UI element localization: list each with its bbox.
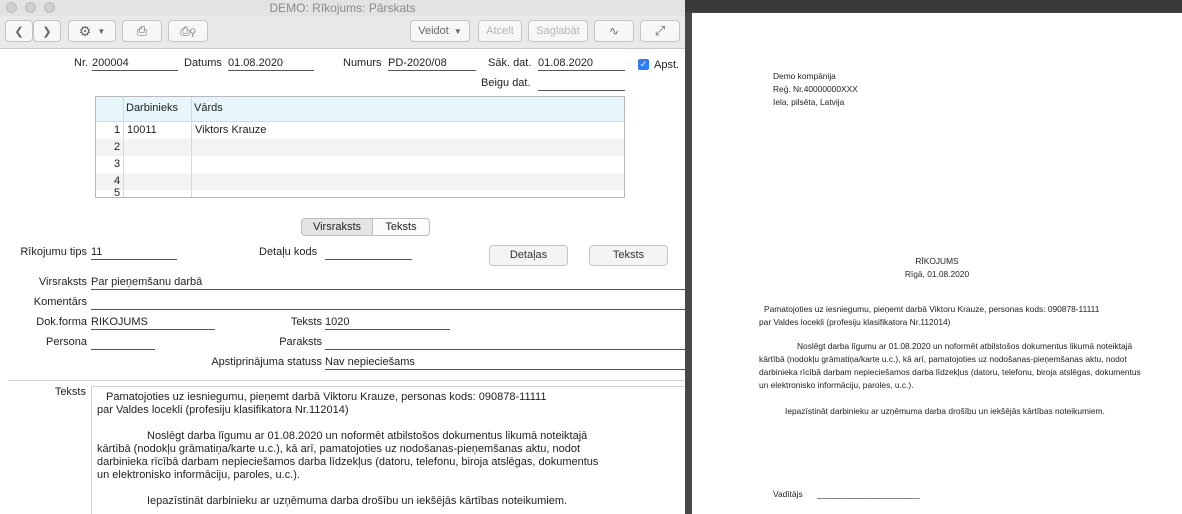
persona-label: Persona: [46, 336, 87, 348]
window-title: DEMO: Rīkojums: Pārskats: [269, 1, 416, 15]
chevron-down-icon: ▼: [453, 26, 462, 36]
paraksts-field[interactable]: [325, 336, 685, 350]
preview-text-line: Noslēgt darba līgumu ar 01.08.2020 un noformēt atbilstošos dokumentus likumā noteiktajā: [797, 341, 1133, 351]
atcelt-button[interactable]: [478, 20, 522, 42]
body-text-line: darbinieka rīcībā darbam nepieciešamos darba līdzekļus (datoru, telefonu, biroja atslēgas, dokumentus: [97, 456, 599, 468]
dokforma-label: Dok.forma: [36, 316, 87, 328]
company-name: Demo kompānija: [773, 71, 836, 81]
body-text-area[interactable]: [91, 386, 685, 514]
rikojumu-tips-label: Rīkojumu tips: [20, 246, 87, 258]
table-row[interactable]: [96, 156, 624, 173]
saglabat-button[interactable]: [528, 20, 588, 42]
virsraksts-label: Virsraksts: [38, 276, 87, 288]
chevron-left-icon: ❮: [14, 25, 24, 38]
signature-line: ______________________: [817, 489, 920, 499]
pulse-icon: ∿: [608, 24, 620, 38]
komentars-field[interactable]: [91, 296, 685, 310]
nr-label: Nr.: [74, 57, 89, 69]
beigu-dat-field[interactable]: [538, 77, 625, 91]
paraksts-label: Paraksts: [279, 336, 322, 348]
apst-checkbox[interactable]: ✓: [639, 59, 648, 69]
komentars-label: Komentārs: [33, 296, 87, 308]
doc-title: RĪKOJUMS: [915, 256, 959, 266]
cell-vards[interactable]: Viktors Krauze: [195, 124, 267, 136]
row-number: 2: [114, 141, 121, 153]
body-text-line: un elektronisko informāciju, paroles, u.c.).: [97, 469, 300, 481]
actions-menu-button[interactable]: [68, 20, 116, 42]
doc-place-date: Rīgā, 01.08.2020: [904, 269, 970, 279]
cell-darbinieks[interactable]: 10011: [127, 124, 157, 136]
preview-title-bar: [685, 0, 1182, 12]
column-header-darbinieks[interactable]: Darbinieks: [126, 102, 178, 114]
veidot-button[interactable]: [410, 20, 470, 42]
company-reg: Reģ. Nr.40000000XXX: [773, 84, 858, 94]
vaditajs-label: Vadītājs: [773, 489, 803, 499]
apst-label: Apst.: [654, 59, 680, 71]
printer-icon: ⎙: [136, 23, 148, 38]
table-row[interactable]: [96, 139, 624, 156]
preview-text-line: un elektronisko informāciju, paroles, u.c.).: [759, 380, 914, 390]
preview-page: [692, 13, 1182, 514]
preview-text-line: Iepazīstināt darbinieku ar uzņēmuma darba drošību un iekšējās kārtības noteikumiem.: [785, 406, 1105, 416]
fullscreen-button[interactable]: [640, 20, 680, 42]
gear-icon: ⚙: [78, 22, 92, 39]
datums-label: Datums: [184, 57, 222, 69]
body-text-line: Pamatojoties uz iesniegumu, pieņemt darbā Viktoru Krauze, personas kods: 090878-11111: [106, 391, 547, 403]
chevron-down-icon: ▼: [97, 26, 106, 36]
back-button[interactable]: [5, 20, 33, 42]
datums-field[interactable]: 01.08.2020: [228, 57, 314, 71]
toolbar: [0, 16, 685, 49]
table-row[interactable]: [96, 187, 624, 198]
tab-teksts[interactable]: Teksts: [373, 218, 430, 236]
numurs-label: Numurs: [343, 57, 382, 69]
statuss-field[interactable]: Nav nepieciešams: [325, 356, 685, 370]
statuss-label: Apstiprinājuma statuss: [211, 356, 322, 368]
column-divider: [191, 97, 192, 198]
preview-text-line: darbinieka rīcībā darbam nepieciešamos darba līdzekļus (datoru, telefonu, biroja atslēgas, dokumentus: [759, 367, 1141, 377]
chevron-right-icon: ❯: [42, 25, 52, 38]
saglabat-label: Saglabāt: [536, 25, 580, 37]
veidot-label: Veidot: [418, 25, 449, 37]
tab-virsraksts[interactable]: Virsraksts: [301, 218, 373, 236]
teksts-button[interactable]: Teksts: [589, 245, 668, 266]
body-text-label: Teksts: [54, 386, 86, 398]
nr-field[interactable]: 200004: [92, 57, 178, 71]
preview-text-line: par Valdes locekli (profesiju klasifikatora Nr.112014): [759, 317, 951, 327]
body-text-line: Noslēgt darba līgumu ar 01.08.2020 un noformēt atbilstošos dokumentus likumā noteiktajā: [147, 430, 588, 442]
table-row[interactable]: [96, 122, 624, 139]
detalas-button[interactable]: Detaļas: [489, 245, 568, 266]
print-preview-icon: ⎙⚲: [180, 23, 196, 38]
beigu-dat-label: Beigu dat.: [481, 77, 531, 89]
body-text-line: Iepazīstināt darbinieku ar uzņēmuma darba drošību un iekšējās kārtības noteikumiem.: [147, 495, 568, 507]
teksts-code-field[interactable]: 1020: [325, 316, 450, 330]
column-divider: [123, 97, 124, 198]
virsraksts-field[interactable]: Par pieņemšanu darbā: [91, 276, 685, 290]
dokforma-field[interactable]: RIKOJUMS: [91, 316, 215, 330]
divider: [8, 380, 685, 381]
sak-dat-field[interactable]: 01.08.2020: [538, 57, 625, 71]
teksts-code-label: Teksts: [290, 316, 322, 328]
numurs-field[interactable]: PD-2020/08: [388, 57, 476, 71]
print-preview-button[interactable]: [168, 20, 208, 42]
print-button[interactable]: [122, 20, 162, 42]
preview-text-line: kārtībā (nodokļu grāmatiņa/karte u.c.), kā arī, pamatojoties uz nodošanas-pieņemšanas aktu, nodot: [759, 354, 1127, 364]
activity-button[interactable]: [594, 20, 634, 42]
employees-table: [95, 96, 625, 198]
row-number: 3: [114, 158, 121, 170]
table-row[interactable]: [96, 173, 624, 190]
body-text-line: kārtībā (nodokļu grāmatiņa/karte u.c.), kā arī, pamatojoties uz nodošanas-pieņemšanas aktu, nodot: [97, 443, 581, 455]
table-header: [96, 97, 624, 122]
detalu-kods-field[interactable]: [325, 246, 412, 260]
company-address: Iela, pilsēta, Latvija: [773, 97, 845, 107]
rikojumu-tips-field[interactable]: 11: [91, 246, 177, 260]
atcelt-label: Atcelt: [486, 25, 514, 37]
row-number: 5: [114, 187, 121, 198]
forward-button[interactable]: [33, 20, 61, 42]
preview-text-line: Pamatojoties uz iesniegumu, pieņemt darbā Viktoru Krauze, personas kods: 090878-11111: [764, 304, 1100, 314]
sak-dat-label: Sāk. dat.: [488, 57, 532, 69]
expand-icon: ⤢: [654, 23, 666, 38]
column-header-vards[interactable]: Vārds: [194, 102, 223, 114]
persona-field[interactable]: [91, 336, 155, 350]
body-text-line: par Valdes locekli (profesiju klasifikatora Nr.112014): [97, 404, 349, 416]
detalu-kods-label: Detaļu kods: [259, 246, 318, 258]
row-number: 1: [114, 124, 121, 136]
row-number: 4: [114, 175, 121, 187]
